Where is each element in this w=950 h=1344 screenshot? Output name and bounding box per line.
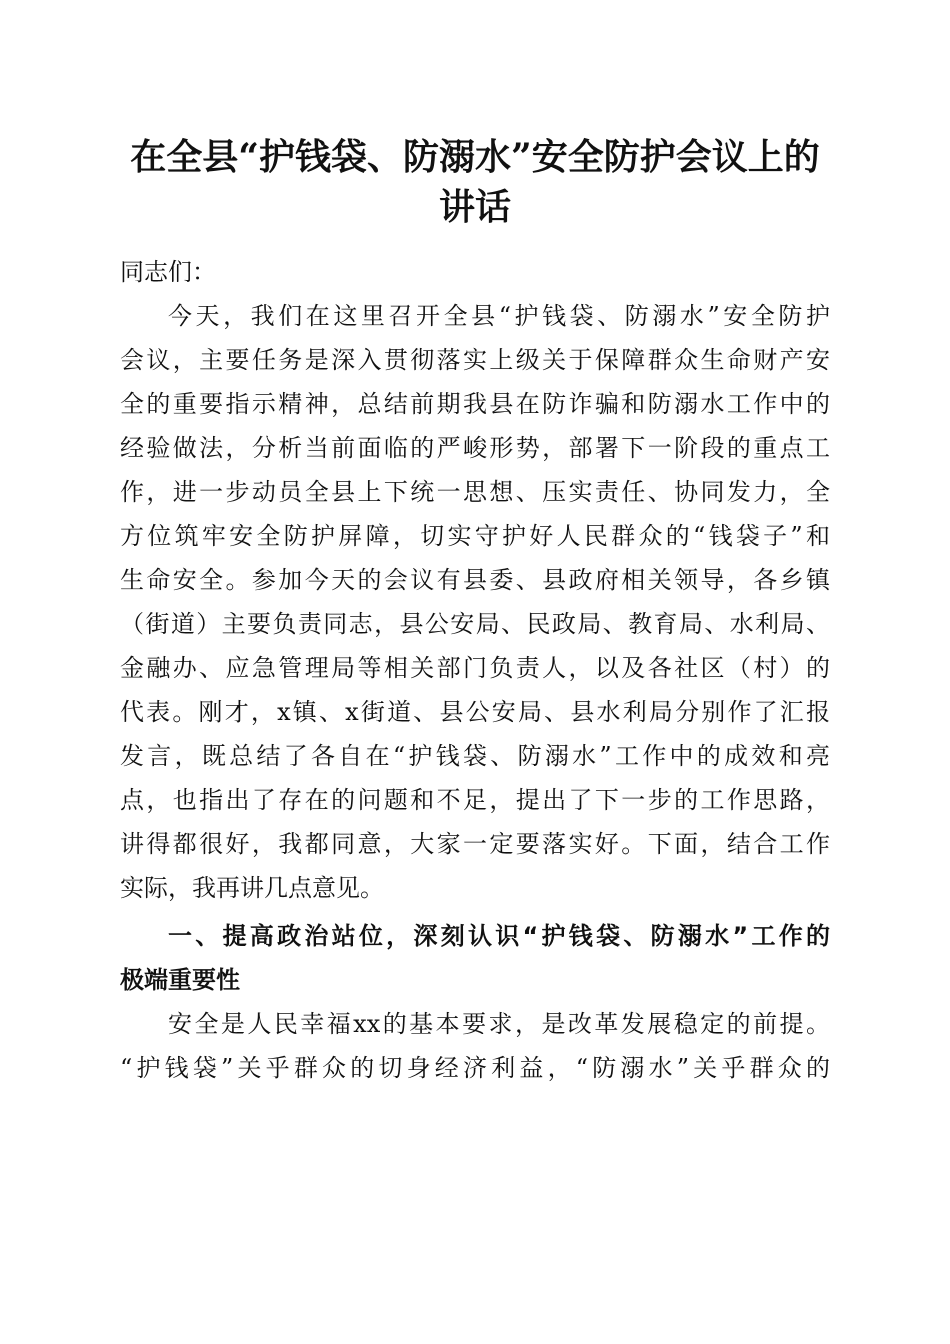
paragraph-line: 方位筑牢安全防护屏障，切实守护好人民群众的“钱袋子”和	[120, 522, 830, 550]
title-line-2: 讲话	[438, 186, 511, 228]
paragraph-line: 讲得都很好，我都同意，大家一定要落实好。下面，结合工作	[120, 830, 830, 858]
paragraph-line: 实际，我再讲几点意见。	[120, 874, 384, 902]
paragraph-line: （街道）主要负责同志，县公安局、民政局、教育局、水利局、	[120, 610, 830, 638]
title-line-1: 在全县“护钱袋、防溺水”安全防护会议上的	[130, 136, 820, 178]
heading-line: 一、提高政治站位，深刻认识“护钱袋、防溺水”工作的	[168, 922, 830, 950]
paragraph-line: 全的重要指示精神，总结前期我县在防诈骗和防溺水工作中的	[120, 390, 830, 418]
paragraph-line: 发言，既总结了各自在“护钱袋、防溺水”工作中的成效和亮	[120, 742, 830, 770]
paragraph-line: 点，也指出了存在的问题和不足，提出了下一步的工作思路，	[120, 786, 830, 814]
paragraph-line: 经验做法，分析当前面临的严峻形势，部署下一阶段的重点工	[120, 434, 830, 462]
heading-line: 极端重要性	[120, 966, 240, 994]
salutation: 同志们：	[120, 258, 216, 286]
paragraph-1	[120, 294, 830, 910]
section-heading-1	[120, 914, 830, 1002]
paragraph-line: 今天，我们在这里召开全县“护钱袋、防溺水”安全防护	[168, 302, 830, 330]
paragraph-line: 金融办、应急管理局等相关部门负责人，以及各社区（村）的	[120, 654, 830, 682]
paragraph-line: 会议，主要任务是深入贯彻落实上级关于保障群众生命财产安	[120, 346, 830, 374]
paragraph-line: 安全是人民幸福xx的基本要求，是改革发展稳定的前提。	[168, 1010, 830, 1038]
paragraph-line: “护钱袋”关乎群众的切身经济利益，“防溺水”关乎群众的	[120, 1054, 830, 1082]
paragraph-2	[120, 1002, 830, 1090]
document-title	[110, 132, 840, 232]
document-body	[120, 250, 830, 1090]
paragraph-line: 作，进一步动员全县上下统一思想、压实责任、协同发力，全	[120, 478, 830, 506]
paragraph-line: 代表。刚才，x镇、x街道、县公安局、县水利局分别作了汇报	[120, 698, 830, 726]
paragraph-line: 生命安全。参加今天的会议有县委、县政府相关领导，各乡镇	[120, 566, 830, 594]
